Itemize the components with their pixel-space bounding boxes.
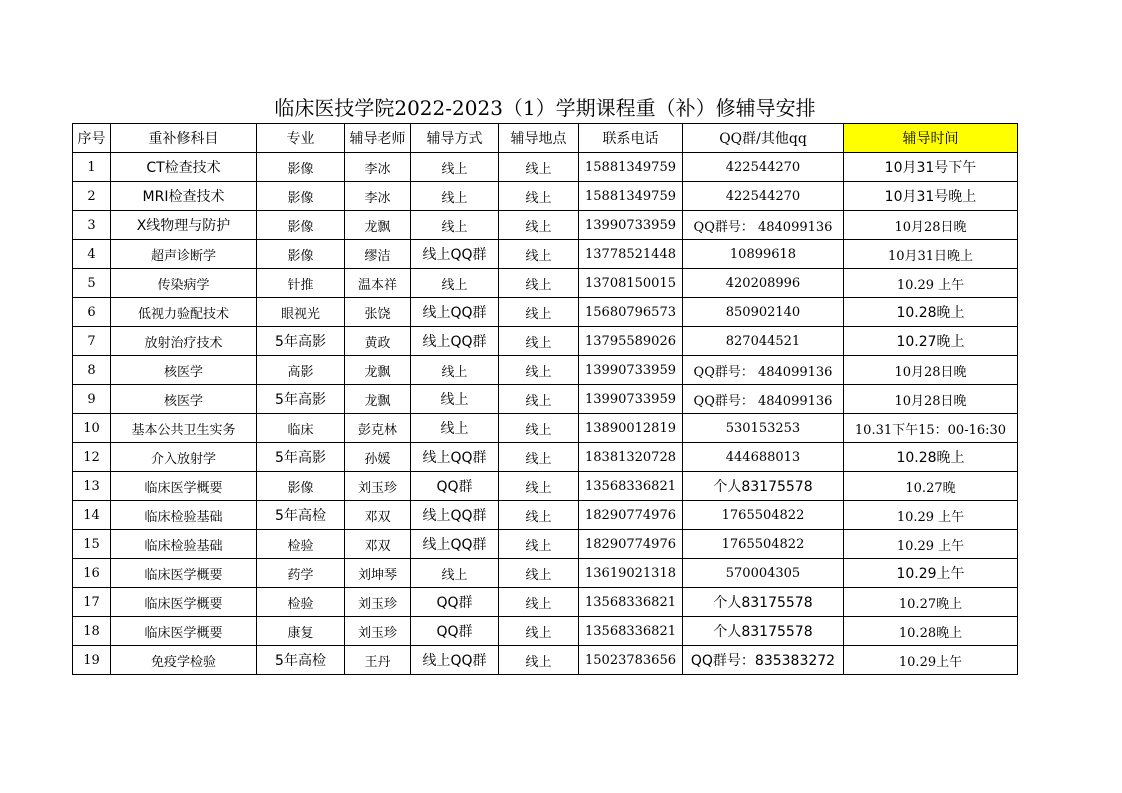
cell-phone: 13990733959 (579, 211, 683, 240)
cell-index: 4 (73, 240, 111, 269)
cell-time: 10.27晚上 (844, 327, 1018, 356)
cell-index: 17 (73, 588, 111, 617)
table-row (73, 153, 1018, 182)
cell-qq: 420208996 (683, 269, 844, 298)
header-cell-subject: 重补修科目 (111, 124, 257, 153)
cell-time: 10月31号晚上 (844, 182, 1018, 211)
cell-subject: 核医学 (111, 385, 257, 414)
cell-time: 10.27晚上 (844, 588, 1018, 617)
cell-location: 线上 (499, 182, 579, 211)
cell-time: 10月31日晚上 (844, 240, 1018, 269)
cell-subject: 临床医学概要 (111, 472, 257, 501)
cell-qq: 1765504822 (683, 530, 844, 559)
cell-method: 线上 (411, 414, 499, 443)
cell-teacher: 缪洁 (345, 240, 411, 269)
cell-teacher: 李冰 (345, 153, 411, 182)
cell-teacher: 彭克林 (345, 414, 411, 443)
cell-subject: X线物理与防护 (111, 211, 257, 240)
cell-method: 线上 (411, 356, 499, 385)
cell-qq: 827044521 (683, 327, 844, 356)
cell-subject: 核医学 (111, 356, 257, 385)
cell-location: 线上 (499, 501, 579, 530)
cell-time: 10.28晚上 (844, 617, 1018, 646)
cell-method: 线上QQ群 (411, 501, 499, 530)
table-row (73, 472, 1018, 501)
cell-subject: CT检查技术 (111, 153, 257, 182)
table-header-row (73, 124, 1018, 153)
cell-time: 10.28晚上 (844, 298, 1018, 327)
cell-teacher: 刘玉珍 (345, 617, 411, 646)
cell-location: 线上 (499, 472, 579, 501)
cell-location: 线上 (499, 443, 579, 472)
cell-time: 10.29 上午 (844, 530, 1018, 559)
cell-qq: QQ群号： 484099136 (683, 211, 844, 240)
cell-index: 14 (73, 501, 111, 530)
cell-location: 线上 (499, 240, 579, 269)
cell-major: 影像 (257, 472, 345, 501)
cell-time: 10月28日晚 (844, 356, 1018, 385)
cell-phone: 13990733959 (579, 356, 683, 385)
header-cell-method: 辅导方式 (411, 124, 499, 153)
cell-index: 6 (73, 298, 111, 327)
cell-qq: 个人83175578 (683, 617, 844, 646)
cell-method: QQ群 (411, 588, 499, 617)
table-row (73, 530, 1018, 559)
cell-qq: 850902140 (683, 298, 844, 327)
cell-phone: 18290774976 (579, 530, 683, 559)
table-row (73, 298, 1018, 327)
table-row (73, 414, 1018, 443)
cell-qq: 570004305 (683, 559, 844, 588)
cell-time: 10.28晚上 (844, 443, 1018, 472)
cell-index: 12 (73, 443, 111, 472)
cell-location: 线上 (499, 414, 579, 443)
cell-phone: 13568336821 (579, 588, 683, 617)
cell-subject: 超声诊断学 (111, 240, 257, 269)
cell-location: 线上 (499, 356, 579, 385)
cell-phone: 13568336821 (579, 472, 683, 501)
header-cell-teacher: 辅导老师 (345, 124, 411, 153)
cell-major: 影像 (257, 153, 345, 182)
cell-index: 18 (73, 617, 111, 646)
cell-time: 10.29 上午 (844, 269, 1018, 298)
cell-location: 线上 (499, 327, 579, 356)
cell-teacher: 刘坤琴 (345, 559, 411, 588)
cell-location: 线上 (499, 385, 579, 414)
cell-subject: 临床医学概要 (111, 617, 257, 646)
cell-index: 5 (73, 269, 111, 298)
cell-index: 10 (73, 414, 111, 443)
cell-phone: 13568336821 (579, 617, 683, 646)
cell-time: 10月28日晚 (844, 211, 1018, 240)
cell-time: 10月28日晚 (844, 385, 1018, 414)
cell-qq: QQ群号：835383272 (683, 646, 844, 675)
cell-location: 线上 (499, 298, 579, 327)
table-row (73, 327, 1018, 356)
cell-index: 3 (73, 211, 111, 240)
cell-phone: 15881349759 (579, 182, 683, 211)
cell-major: 临床 (257, 414, 345, 443)
cell-method: 线上 (411, 211, 499, 240)
cell-teacher: 孙媛 (345, 443, 411, 472)
cell-location: 线上 (499, 559, 579, 588)
cell-major: 针推 (257, 269, 345, 298)
cell-method: 线上QQ群 (411, 240, 499, 269)
schedule-table (72, 123, 1018, 675)
cell-qq: 1765504822 (683, 501, 844, 530)
cell-method: 线上QQ群 (411, 327, 499, 356)
table-row (73, 501, 1018, 530)
cell-location: 线上 (499, 588, 579, 617)
table-row (73, 443, 1018, 472)
cell-time: 10.29上午 (844, 559, 1018, 588)
cell-subject: MRI检查技术 (111, 182, 257, 211)
table-row (73, 211, 1018, 240)
cell-subject: 低视力验配技术 (111, 298, 257, 327)
table-row (73, 588, 1018, 617)
cell-time: 10.29 上午 (844, 501, 1018, 530)
cell-teacher: 邓双 (345, 530, 411, 559)
cell-subject: 临床医学概要 (111, 588, 257, 617)
cell-index: 9 (73, 385, 111, 414)
cell-qq: 422544270 (683, 182, 844, 211)
table-row (73, 559, 1018, 588)
cell-major: 影像 (257, 211, 345, 240)
cell-index: 1 (73, 153, 111, 182)
cell-subject: 传染病学 (111, 269, 257, 298)
cell-subject: 临床医学概要 (111, 559, 257, 588)
cell-qq: 444688013 (683, 443, 844, 472)
cell-major: 5年高影 (257, 327, 345, 356)
cell-teacher: 李冰 (345, 182, 411, 211)
cell-subject: 临床检验基础 (111, 501, 257, 530)
cell-teacher: 刘玉珍 (345, 472, 411, 501)
cell-qq: 10899618 (683, 240, 844, 269)
header-cell-major: 专业 (257, 124, 345, 153)
cell-major: 检验 (257, 588, 345, 617)
cell-phone: 15881349759 (579, 153, 683, 182)
cell-method: 线上 (411, 182, 499, 211)
header-cell-qq: QQ群/其他qq (683, 124, 844, 153)
table-row (73, 356, 1018, 385)
cell-phone: 15023783656 (579, 646, 683, 675)
cell-location: 线上 (499, 617, 579, 646)
cell-phone: 13778521448 (579, 240, 683, 269)
cell-qq: 个人83175578 (683, 588, 844, 617)
table-row (73, 182, 1018, 211)
cell-phone: 15680796573 (579, 298, 683, 327)
cell-major: 5年高影 (257, 443, 345, 472)
cell-teacher: 温本祥 (345, 269, 411, 298)
cell-method: QQ群 (411, 617, 499, 646)
table-row (73, 617, 1018, 646)
cell-location: 线上 (499, 269, 579, 298)
cell-index: 7 (73, 327, 111, 356)
cell-major: 5年高检 (257, 501, 345, 530)
cell-phone: 13708150015 (579, 269, 683, 298)
cell-index: 2 (73, 182, 111, 211)
cell-location: 线上 (499, 153, 579, 182)
cell-location: 线上 (499, 646, 579, 675)
cell-teacher: 龙飘 (345, 211, 411, 240)
cell-method: QQ群 (411, 472, 499, 501)
cell-teacher: 王丹 (345, 646, 411, 675)
cell-subject: 临床检验基础 (111, 530, 257, 559)
cell-time: 10.27晚 (844, 472, 1018, 501)
cell-index: 19 (73, 646, 111, 675)
cell-subject: 介入放射学 (111, 443, 257, 472)
cell-teacher: 龙飘 (345, 356, 411, 385)
header-cell-time: 辅导时间 (844, 124, 1018, 153)
header-cell-index: 序号 (73, 124, 111, 153)
cell-major: 5年高检 (257, 646, 345, 675)
cell-method: 线上QQ群 (411, 530, 499, 559)
cell-method: 线上 (411, 153, 499, 182)
cell-phone: 18381320728 (579, 443, 683, 472)
cell-major: 高影 (257, 356, 345, 385)
cell-qq: 个人83175578 (683, 472, 844, 501)
cell-major: 康复 (257, 617, 345, 646)
cell-subject: 基本公共卫生实务 (111, 414, 257, 443)
cell-teacher: 刘玉珍 (345, 588, 411, 617)
table-row (73, 646, 1018, 675)
cell-teacher: 张饶 (345, 298, 411, 327)
cell-location: 线上 (499, 211, 579, 240)
cell-index: 16 (73, 559, 111, 588)
cell-index: 15 (73, 530, 111, 559)
cell-method: 线上QQ群 (411, 443, 499, 472)
cell-qq: 530153253 (683, 414, 844, 443)
cell-time: 10.31下午15：00-16:30 (844, 414, 1018, 443)
page-title: 临床医技学院2022-2023（1）学期课程重（补）修辅导安排 (274, 96, 816, 120)
cell-index: 8 (73, 356, 111, 385)
cell-method: 线上 (411, 385, 499, 414)
cell-method: 线上 (411, 269, 499, 298)
cell-phone: 13990733959 (579, 385, 683, 414)
cell-time: 10月31号下午 (844, 153, 1018, 182)
table-row (73, 240, 1018, 269)
cell-teacher: 邓双 (345, 501, 411, 530)
cell-teacher: 黄政 (345, 327, 411, 356)
cell-qq: 422544270 (683, 153, 844, 182)
table-row (73, 269, 1018, 298)
header-cell-phone: 联系电话 (579, 124, 683, 153)
cell-phone: 13890012819 (579, 414, 683, 443)
cell-subject: 放射治疗技术 (111, 327, 257, 356)
cell-phone: 13795589026 (579, 327, 683, 356)
cell-teacher: 龙飘 (345, 385, 411, 414)
table-row (73, 385, 1018, 414)
cell-major: 检验 (257, 530, 345, 559)
cell-qq: QQ群号： 484099136 (683, 385, 844, 414)
cell-method: 线上QQ群 (411, 298, 499, 327)
cell-phone: 13619021318 (579, 559, 683, 588)
cell-subject: 免疫学检验 (111, 646, 257, 675)
cell-method: 线上 (411, 559, 499, 588)
cell-location: 线上 (499, 530, 579, 559)
cell-qq: QQ群号： 484099136 (683, 356, 844, 385)
cell-index: 13 (73, 472, 111, 501)
cell-time: 10.29上午 (844, 646, 1018, 675)
header-cell-location: 辅导地点 (499, 124, 579, 153)
cell-major: 5年高影 (257, 385, 345, 414)
cell-major: 影像 (257, 240, 345, 269)
cell-major: 眼视光 (257, 298, 345, 327)
cell-method: 线上QQ群 (411, 646, 499, 675)
cell-major: 药学 (257, 559, 345, 588)
cell-major: 影像 (257, 182, 345, 211)
cell-phone: 18290774976 (579, 501, 683, 530)
